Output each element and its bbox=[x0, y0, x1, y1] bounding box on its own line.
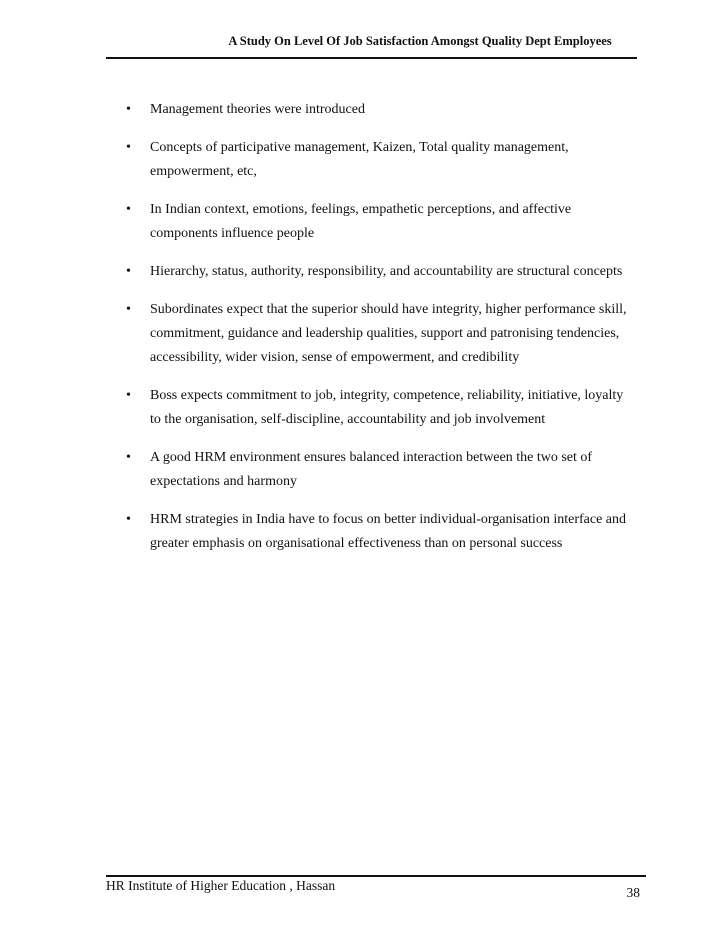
header-divider bbox=[106, 57, 637, 59]
bullet-text: Boss expects commitment to job, integrity, competence, reliability, initiative, loyalty to the organisation, self-discipline, accountability and job involvement bbox=[150, 388, 624, 427]
bullet-text: Concepts of participative management, Kaizen, Total quality management, empowerment, etc, bbox=[150, 140, 569, 179]
footer-divider bbox=[106, 875, 646, 877]
bullet-marker: • bbox=[126, 264, 131, 279]
bullet-item bbox=[0, 98, 728, 122]
bullet-text: Subordinates expect that the superior should have integrity, higher performance skill, commitment, guidance and leadership qualities, support and patronising tendencies, accessibility, wider vision, sense of empowerment, and credibility bbox=[150, 302, 627, 365]
bullet-text: In Indian context, emotions, feelings, empathetic perceptions, and affective components influence people bbox=[150, 202, 572, 241]
bullet-item bbox=[0, 298, 728, 370]
page-header-title: A Study On Level Of Job Satisfaction Amongst Quality Dept Employees bbox=[228, 34, 612, 48]
bullet-list bbox=[0, 98, 728, 570]
bullet-item bbox=[0, 446, 728, 494]
bullet-marker: • bbox=[126, 102, 131, 117]
bullet-marker: • bbox=[126, 388, 131, 403]
bullet-marker: • bbox=[126, 140, 131, 155]
bullet-marker: • bbox=[126, 302, 131, 317]
bullet-text: Management theories were introduced bbox=[150, 102, 365, 117]
bullet-item bbox=[0, 136, 728, 184]
bullet-item bbox=[0, 508, 728, 556]
bullet-marker: • bbox=[126, 512, 131, 527]
bullet-text: Hierarchy, status, authority, responsibility, and accountability are structural concepts bbox=[150, 264, 623, 279]
bullet-item bbox=[0, 260, 728, 284]
bullet-text: A good HRM environment ensures balanced interaction between the two set of expectations and harmony bbox=[150, 450, 593, 489]
bullet-item bbox=[0, 198, 728, 246]
bullet-marker: • bbox=[126, 202, 131, 217]
bullet-item bbox=[0, 384, 728, 432]
page-number: 38 bbox=[626, 885, 640, 900]
bullet-marker: • bbox=[126, 450, 131, 465]
bullet-text: HRM strategies in India have to focus on better individual-organisation interface and greater emphasis on organisational effectiveness than on personal success bbox=[150, 512, 626, 551]
footer-institution: HR Institute of Higher Education , Hassan bbox=[106, 878, 336, 893]
